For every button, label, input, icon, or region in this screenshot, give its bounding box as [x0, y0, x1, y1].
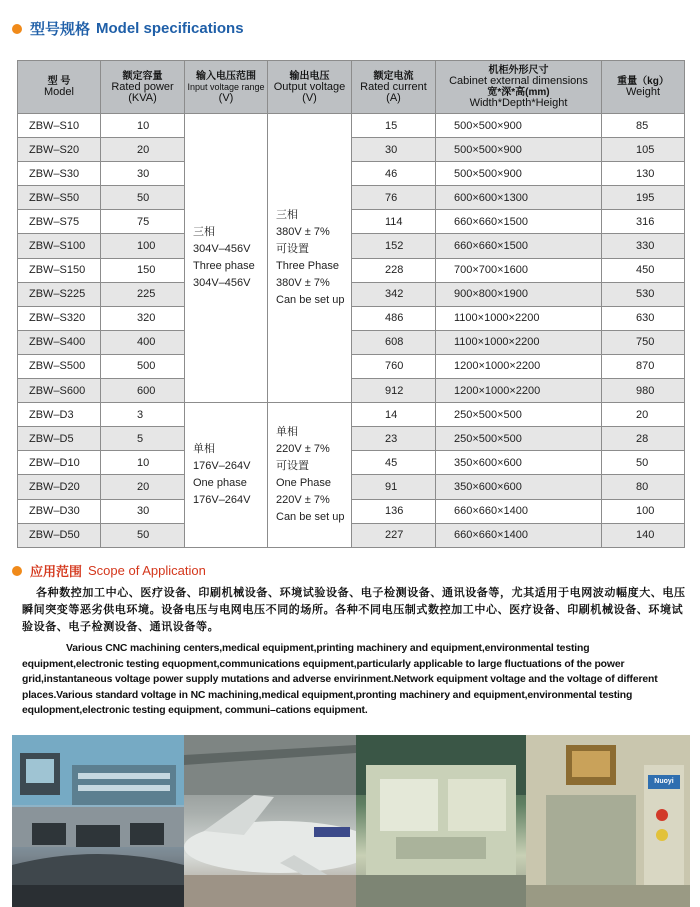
cell-rated-current: 14	[352, 403, 436, 427]
cell-rated-current: 486	[352, 306, 436, 330]
voltage-line: 可设置	[276, 459, 309, 472]
cell-cabinet-dimensions: 500×500×900	[436, 138, 602, 162]
cell-model: ZBW–S20	[18, 138, 101, 162]
voltage-line: Can be set up	[276, 510, 345, 523]
spec-table-body	[18, 114, 685, 548]
table-row	[18, 210, 685, 234]
table-row	[18, 258, 685, 282]
cell-cabinet-dimensions: 600×600×1300	[436, 186, 602, 210]
table-row	[18, 330, 685, 354]
cell-weight: 450	[602, 258, 685, 282]
cell-cabinet-dimensions: 1100×1000×2200	[436, 330, 602, 354]
voltage-line: Three Phase	[276, 260, 339, 273]
cell-rated-power: 30	[101, 162, 185, 186]
cell-rated-current: 227	[352, 523, 436, 547]
voltage-line: Can be set up	[276, 294, 345, 307]
voltage-line: 176V–264V	[193, 493, 251, 506]
cell-weight: 750	[602, 330, 685, 354]
cell-rated-current: 114	[352, 210, 436, 234]
cell-rated-power: 50	[101, 186, 185, 210]
table-row	[18, 451, 685, 475]
voltage-line: 三相	[193, 226, 215, 239]
cell-cabinet-dimensions: 350×600×600	[436, 475, 602, 499]
cell-rated-power: 400	[101, 330, 185, 354]
bullet-dot-icon	[12, 24, 22, 34]
cell-rated-power: 600	[101, 379, 185, 403]
cell-model: ZBW–D5	[18, 427, 101, 451]
cell-weight: 630	[602, 306, 685, 330]
table-row	[18, 403, 685, 427]
cell-cabinet-dimensions: 500×500×900	[436, 114, 602, 138]
cell-weight: 330	[602, 234, 685, 258]
voltage-line: 单相	[276, 425, 298, 438]
table-row	[18, 427, 685, 451]
cell-weight: 316	[602, 210, 685, 234]
table-row	[18, 499, 685, 523]
header-weight: 重量（kg） Weight	[602, 61, 685, 114]
table-row	[18, 475, 685, 499]
cell-rated-current: 912	[352, 379, 436, 403]
voltage-line: 220V ± 7%	[276, 493, 330, 506]
cell-rated-power: 150	[101, 258, 185, 282]
cell-weight: 85	[602, 114, 685, 138]
bullet-dot-icon	[12, 566, 22, 576]
voltage-line: 380V ± 7%	[276, 226, 330, 239]
voltage-line: One Phase	[276, 476, 332, 489]
cell-rated-current: 23	[352, 427, 436, 451]
cell-weight: 870	[602, 354, 685, 378]
spec-section-heading	[12, 18, 244, 39]
cell-cabinet-dimensions: 250×500×500	[436, 427, 602, 451]
cell-input-voltage-three-phase	[185, 114, 268, 403]
table-row	[18, 306, 685, 330]
table-row	[18, 379, 685, 403]
voltage-line: 304V–456V	[193, 277, 251, 290]
cell-rated-current: 30	[352, 138, 436, 162]
cell-rated-current: 46	[352, 162, 436, 186]
cell-cabinet-dimensions: 660×660×1500	[436, 234, 602, 258]
cell-rated-power: 30	[101, 499, 185, 523]
cell-weight: 100	[602, 499, 685, 523]
spec-title-en: Model specifications	[96, 20, 244, 37]
cell-rated-power: 20	[101, 138, 185, 162]
scope-title-cn: 应用范围	[30, 564, 83, 579]
cell-rated-current: 15	[352, 114, 436, 138]
table-row	[18, 186, 685, 210]
cell-weight: 980	[602, 379, 685, 403]
voltage-line: 单相	[193, 442, 215, 455]
cell-model: ZBW–S100	[18, 234, 101, 258]
table-header-row	[18, 61, 685, 114]
photo-printing-machine	[526, 735, 690, 907]
cell-model: ZBW–S400	[18, 330, 101, 354]
cell-weight: 140	[602, 523, 685, 547]
table-row	[18, 138, 685, 162]
header-cabinet-dimensions: 机柜外形尺寸 Cabinet external dimensions 宽*深*高(mm) Width*Depth*Height	[436, 61, 602, 114]
cell-rated-power: 5	[101, 427, 185, 451]
cell-rated-current: 91	[352, 475, 436, 499]
header-model: 型 号 Model	[18, 61, 101, 114]
scope-title-en: Scope of Application	[88, 563, 206, 578]
scope-paragraph-en: Various CNC machining centers,medical equipment,printing machinery and equipment,environmental testing equipment,electronic testing equopment,communications equipment,particularly applicable to large fluctuations of the power grid,instantaneous voltage power supply mutations and adverse envirinment.Network equipment voltage and the voltage of different places.Various standard voltage in NC machining,medical equipment,pronting machinery and equipment,environmental testing equlopment,electronic testing equipment, communi–cations equipment.	[22, 643, 658, 716]
cell-rated-current: 136	[352, 499, 436, 523]
header-input-voltage: 输入电压范围 Input voltage range (V)	[185, 61, 268, 114]
voltage-line: 220V ± 7%	[276, 442, 330, 455]
cell-cabinet-dimensions: 660×660×1500	[436, 210, 602, 234]
cell-model: ZBW–S75	[18, 210, 101, 234]
table-row	[18, 114, 685, 138]
cell-weight: 20	[602, 403, 685, 427]
header-rated-current: 额定电流 Rated current (A)	[352, 61, 436, 114]
cell-model: ZBW–S600	[18, 379, 101, 403]
table-row	[18, 234, 685, 258]
voltage-line: 304V–456V	[193, 243, 251, 256]
cell-model: ZBW–D10	[18, 451, 101, 475]
cell-rated-current: 760	[352, 354, 436, 378]
scope-section-heading	[12, 561, 206, 580]
cell-cabinet-dimensions: 700×700×1600	[436, 258, 602, 282]
cell-rated-current: 45	[352, 451, 436, 475]
machine-brand-label: Nuoyi	[654, 778, 674, 785]
cell-weight: 195	[602, 186, 685, 210]
cell-model: ZBW–S150	[18, 258, 101, 282]
cell-rated-power: 320	[101, 306, 185, 330]
cell-model: ZBW–S30	[18, 162, 101, 186]
cell-model: ZBW–S320	[18, 306, 101, 330]
cell-model: ZBW–D20	[18, 475, 101, 499]
voltage-line: One phase	[193, 476, 247, 489]
cell-cabinet-dimensions: 350×600×600	[436, 451, 602, 475]
cell-model: ZBW–D3	[18, 403, 101, 427]
cell-rated-current: 76	[352, 186, 436, 210]
cell-rated-current: 608	[352, 330, 436, 354]
cell-rated-power: 500	[101, 354, 185, 378]
voltage-line: 可设置	[276, 243, 309, 256]
cell-weight: 80	[602, 475, 685, 499]
table-row	[18, 162, 685, 186]
cell-rated-power: 100	[101, 234, 185, 258]
cell-cabinet-dimensions: 1200×1000×2200	[436, 354, 602, 378]
cell-model: ZBW–D50	[18, 523, 101, 547]
cell-weight: 130	[602, 162, 685, 186]
cell-weight: 50	[602, 451, 685, 475]
cell-input-voltage-one-phase	[185, 403, 268, 548]
cell-rated-power: 225	[101, 282, 185, 306]
cell-output-voltage-one-phase	[268, 403, 352, 548]
photo-control-room	[12, 735, 184, 907]
cell-rated-power: 10	[101, 114, 185, 138]
cell-weight: 530	[602, 282, 685, 306]
cell-cabinet-dimensions: 660×660×1400	[436, 499, 602, 523]
cell-rated-current: 342	[352, 282, 436, 306]
cell-weight: 28	[602, 427, 685, 451]
cell-cabinet-dimensions: 900×800×1900	[436, 282, 602, 306]
cell-rated-power: 3	[101, 403, 185, 427]
cell-model: ZBW–S50	[18, 186, 101, 210]
cell-rated-current: 228	[352, 258, 436, 282]
cell-output-voltage-three-phase	[268, 114, 352, 403]
cell-weight: 105	[602, 138, 685, 162]
cell-cabinet-dimensions: 660×660×1400	[436, 523, 602, 547]
header-rated-power: 额定容量 Rated power (KVA)	[101, 61, 185, 114]
table-row	[18, 282, 685, 306]
cell-cabinet-dimensions: 1200×1000×2200	[436, 379, 602, 403]
voltage-line: 176V–264V	[193, 459, 251, 472]
spec-title-cn: 型号规格	[30, 21, 91, 38]
cell-model: ZBW–S10	[18, 114, 101, 138]
scope-paragraph-cn: 各种数控加工中心、医疗设备、印刷机械设备、环境试验设备、电子检测设备、通讯设备等，尤其适用于电网波动幅度大、电压瞬间突变等恶劣供电环境。设备电压与电网电压不同的场所。各种不同电压制式数控加工中心、医疗设备、印刷机械设备、环境试验设备、电子检测设备、通讯设备等。	[22, 587, 686, 633]
cell-rated-power: 10	[101, 451, 185, 475]
cell-cabinet-dimensions: 1100×1000×2200	[436, 306, 602, 330]
cell-model: ZBW–D30	[18, 499, 101, 523]
cell-rated-current: 152	[352, 234, 436, 258]
voltage-line: 三相	[276, 209, 298, 222]
cell-rated-power: 50	[101, 523, 185, 547]
table-row	[18, 354, 685, 378]
voltage-line: 380V ± 7%	[276, 277, 330, 290]
cell-model: ZBW–S500	[18, 354, 101, 378]
cell-cabinet-dimensions: 500×500×900	[436, 162, 602, 186]
photo-cnc-machine	[356, 735, 526, 907]
cell-rated-power: 75	[101, 210, 185, 234]
header-output-voltage: 输出电压 Output voltage (V)	[268, 61, 352, 114]
cell-model: ZBW–S225	[18, 282, 101, 306]
voltage-line: Three phase	[193, 260, 255, 273]
table-row	[18, 523, 685, 547]
photo-aircraft-hangar	[184, 735, 356, 907]
cell-rated-power: 20	[101, 475, 185, 499]
cell-cabinet-dimensions: 250×500×500	[436, 403, 602, 427]
spec-table	[17, 60, 685, 548]
